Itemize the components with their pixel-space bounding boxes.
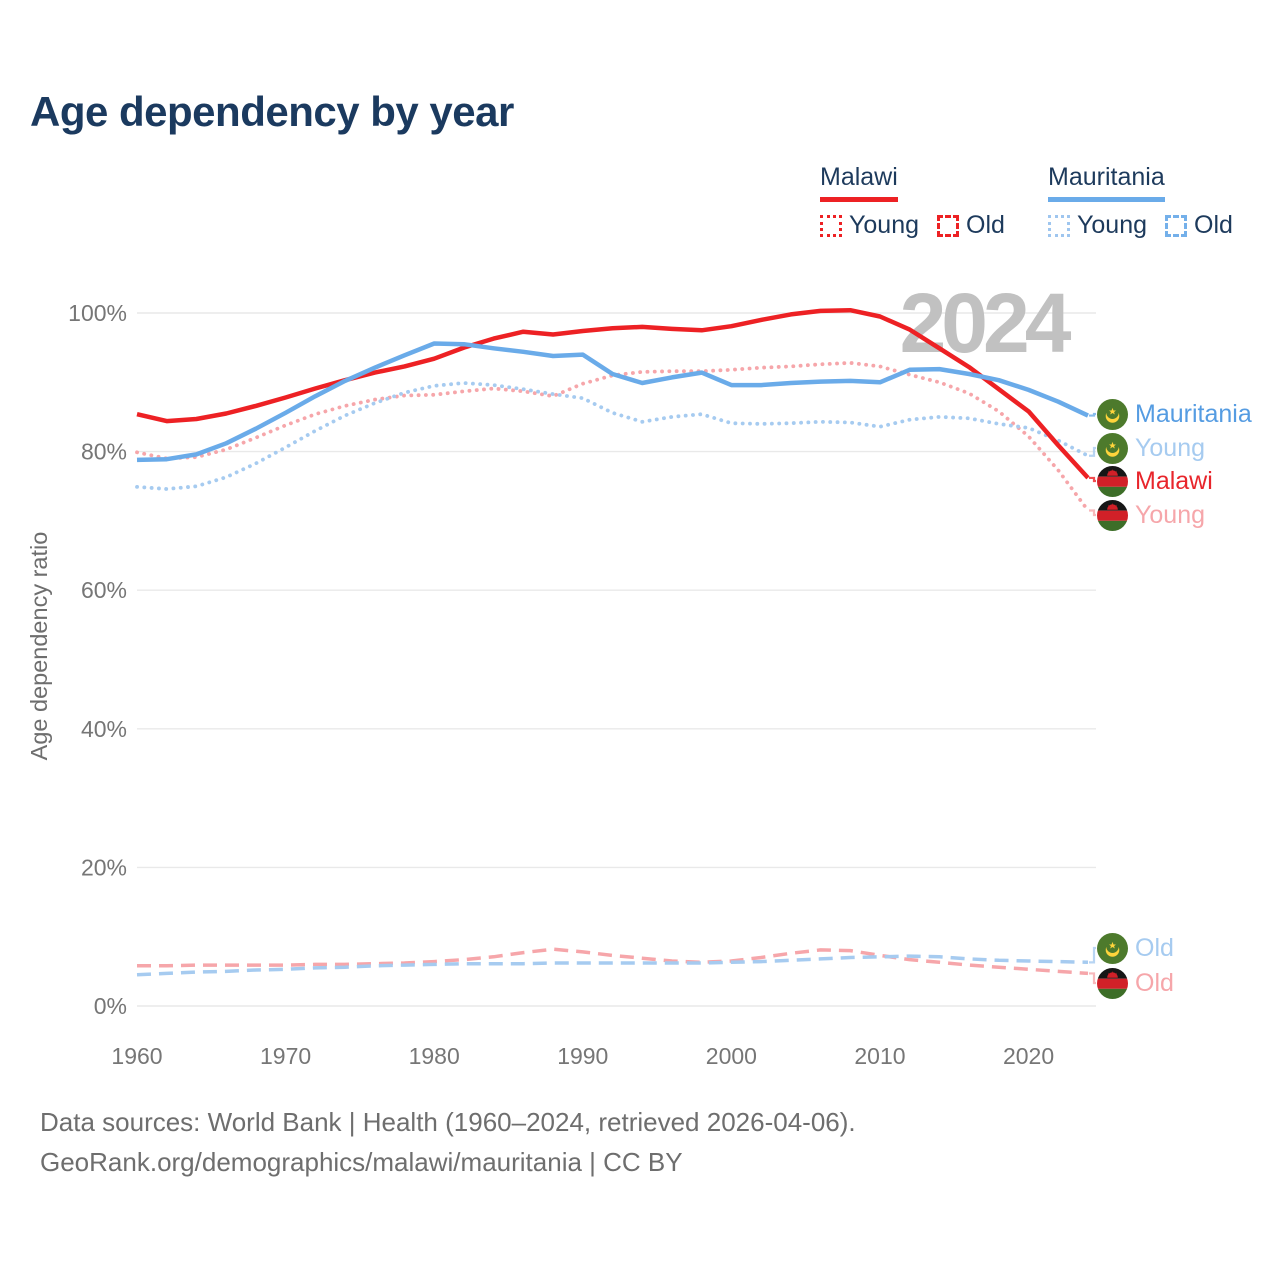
connector-mauritania-old xyxy=(1089,948,1096,962)
malawi-flag-icon xyxy=(1097,466,1128,497)
legend-row-malawi xyxy=(820,211,1023,240)
y-tick-label: 40% xyxy=(80,715,127,742)
end-label-text: Young xyxy=(1135,433,1205,462)
end-label-malawi-young xyxy=(1097,499,1205,531)
mauritania-flag-icon xyxy=(1097,399,1128,430)
malawi-old-swatch-icon xyxy=(937,215,959,237)
x-tick-label: 2020 xyxy=(1002,1043,1055,1069)
x-tick-label: 1980 xyxy=(408,1043,460,1069)
end-label-text: Old xyxy=(1135,933,1174,962)
end-label-malawi xyxy=(1097,465,1213,497)
footer-attribution: GeoRank.org/demographics/malawi/mauritania | CC BY xyxy=(40,1147,683,1177)
x-tick-label: 1990 xyxy=(557,1043,609,1069)
connector-malawi-old xyxy=(1089,973,1096,983)
connector-mauritania xyxy=(1089,414,1096,416)
legend-group-mauritania xyxy=(1048,163,1251,240)
page-title: Age dependency by year xyxy=(30,88,514,135)
footer-sources: Data sources: World Bank | Health (1960–2024, retrieved 2026-04-06). xyxy=(40,1107,856,1137)
x-tick-label: 1970 xyxy=(260,1043,312,1069)
x-tick-label: 2000 xyxy=(705,1043,757,1069)
y-tick-label: 80% xyxy=(80,438,127,465)
end-label-mauritania-young xyxy=(1097,432,1205,464)
connector-malawi-young xyxy=(1089,511,1096,515)
y-tick-label: 0% xyxy=(93,993,127,1019)
mauritania-flag-icon xyxy=(1097,933,1128,964)
end-label-text: Old xyxy=(1135,968,1174,997)
mauritania-young-swatch-icon xyxy=(1048,215,1070,237)
end-label-text: Young xyxy=(1135,500,1205,529)
x-tick-label: 2010 xyxy=(854,1043,906,1069)
y-tick-label: 100% xyxy=(68,300,127,326)
end-label-mauritania xyxy=(1097,398,1252,430)
x-tick-label: 1960 xyxy=(111,1043,163,1069)
series-line-malawi-young xyxy=(137,363,1088,511)
end-label-text: Mauritania xyxy=(1135,399,1252,428)
legend-label-malawi-young: Young xyxy=(849,211,919,239)
legend-country-malawi: Malawi xyxy=(820,163,898,202)
legend-label-mauritania-young: Young xyxy=(1077,211,1147,239)
mauritania-flag-icon xyxy=(1097,433,1128,464)
y-tick-label: 20% xyxy=(80,854,127,881)
malawi-flag-icon xyxy=(1097,500,1128,531)
malawi-young-swatch-icon xyxy=(820,215,842,237)
legend-label-malawi-old: Old xyxy=(966,211,1005,239)
mauritania-old-swatch-icon xyxy=(1165,215,1187,237)
legend-label-mauritania-old: Old xyxy=(1194,211,1233,239)
legend-row-mauritania xyxy=(1048,211,1251,240)
end-label-text: Malawi xyxy=(1135,466,1213,495)
connector-malawi xyxy=(1089,478,1096,481)
y-axis-label: Age dependency ratio xyxy=(26,531,52,761)
end-label-mauritania-old xyxy=(1097,932,1174,964)
legend-country-mauritania: Mauritania xyxy=(1048,163,1165,202)
footer xyxy=(40,1102,856,1182)
end-label-malawi-old xyxy=(1097,967,1174,999)
y-tick-label: 60% xyxy=(80,577,127,604)
legend-group-malawi xyxy=(820,163,1023,240)
malawi-flag-icon xyxy=(1097,968,1128,999)
watermark: 2024 xyxy=(899,276,1067,370)
